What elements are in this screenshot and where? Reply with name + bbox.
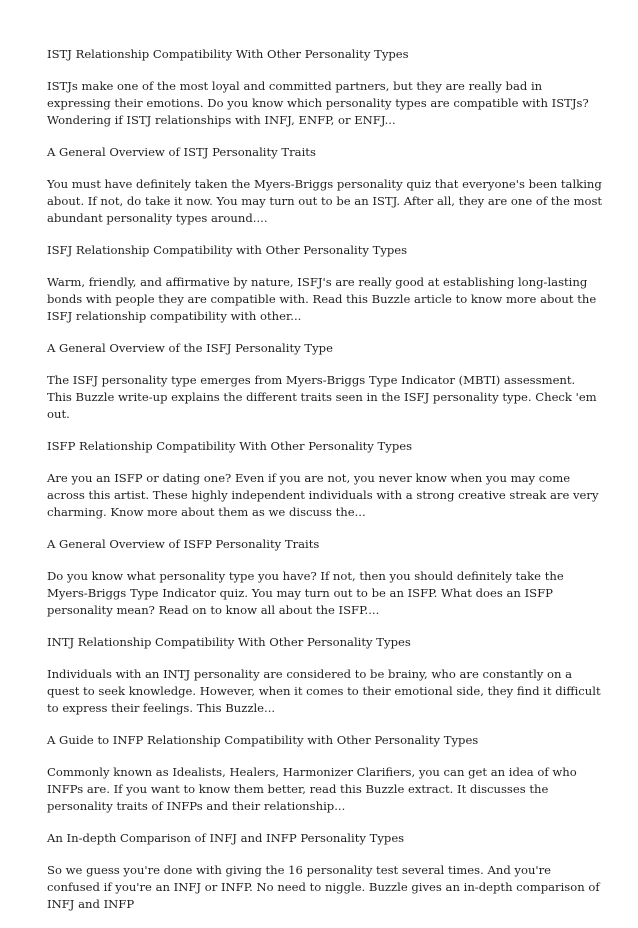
article-title: A General Overview of ISTJ Personality Traits: [47, 145, 316, 159]
article-title: A General Overview of the ISFJ Personality Type: [47, 341, 333, 355]
article-entry: [47, 46, 603, 129]
article-summary: Commonly known as Idealists, Healers, Harmonizer Clarifiers, you can get an idea of who INFPs are. If you want to know them better, read this Buzzle extract. It discusses the personality traits of INFPs and their relationship...: [47, 765, 577, 813]
article-entry: [47, 242, 603, 325]
document-page: [47, 46, 603, 928]
article-summary: Do you know what personality type you have? If not, then you should definitely take the Myers-Briggs Type Indicator quiz. You may turn out to be an ISFP. What does an ISFP personality mean? Read on to know all about the ISFP....: [47, 569, 564, 617]
article-title: ISFJ Relationship Compatibility with Other Personality Types: [47, 243, 408, 257]
article-summary: Are you an ISFP or dating one? Even if you are not, you never know when you may come across this artist. These highly independent individuals with a strong creative streak are very charming. Know more about them as we discuss the...: [47, 471, 599, 519]
article-summary: Individuals with an INTJ personality are considered to be brainy, who are constantly on a quest to seek knowledge. However, when it comes to their emotional side, they find it difficult to express their feelings. This Buzzle...: [47, 667, 601, 715]
article-title: ISTJ Relationship Compatibility With Other Personality Types: [47, 47, 409, 61]
article-entry: [47, 144, 603, 227]
article-entry: [47, 634, 603, 717]
article-summary: Warm, friendly, and affirmative by nature, ISFJ's are really good at establishing long-lasting bonds with people they are compatible with. Read this Buzzle article to know more about the ISFJ relationship compatibility with other...: [47, 275, 597, 323]
article-title: A Guide to INFP Relationship Compatibility with Other Personality Types: [47, 733, 479, 747]
article-title: INTJ Relationship Compatibility With Other Personality Types: [47, 635, 411, 649]
article-summary: You must have definitely taken the Myers-Briggs personality quiz that everyone's been talking about. If not, do take it now. You may turn out to be an ISTJ. After all, they are one of the most abundant personality types around....: [47, 177, 603, 225]
article-entry: [47, 438, 603, 521]
article-entry: [47, 536, 603, 619]
article-title: ISFP Relationship Compatibility With Other Personality Types: [47, 439, 413, 453]
article-title: An In-depth Comparison of INFJ and INFP Personality Types: [47, 831, 405, 845]
article-entry: [47, 830, 603, 913]
article-entry: [47, 732, 603, 815]
article-summary: ISTJs make one of the most loyal and committed partners, but they are really bad in expressing their emotions. Do you know which personality types are compatible with ISTJs? Wondering if ISTJ relationships with INFJ, ENFP, or ENFJ...: [47, 79, 589, 127]
article-summary: So we guess you're done with giving the 16 personality test several times. And you're confused if you're an INFJ or INFP. No need to niggle. Buzzle gives an in-depth comparison of INFJ and INFP: [47, 863, 600, 911]
article-title: A General Overview of ISFP Personality Traits: [47, 537, 320, 551]
article-summary: The ISFJ personality type emerges from Myers-Briggs Type Indicator (MBTI) assessment. This Buzzle write-up explains the different traits seen in the ISFJ personality type. Check 'em out.: [47, 373, 597, 421]
article-entry: [47, 340, 603, 423]
